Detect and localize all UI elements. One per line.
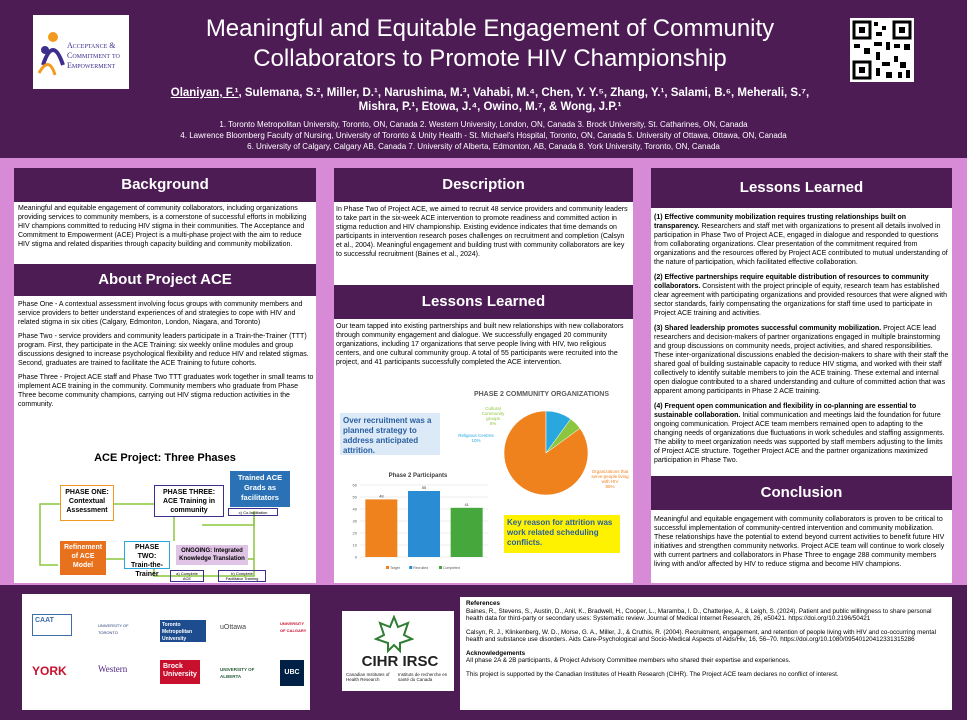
- affiliation-line-2: 4. Lawrence Bloomberg Faculty of Nursing, University of Toronto & Unity Health - St. Michael's Hospital, Toronto, ON, Canada 5. University of Ottawa, Ottawa, ON, Canada: [180, 131, 787, 140]
- author-list: [150, 86, 830, 114]
- conclusion-heading: Conclusion: [651, 476, 952, 510]
- affiliation-line-1: 1. Toronto Metropolitan University, Toronto, ON, Canada 2. Western University, London, ON, Canada 3. Brock University, St. Catharines, ON, Canada: [219, 120, 748, 129]
- references-content: [466, 600, 948, 678]
- funding-statement: This project is supported by the Canadian Institutes of Health Research (CIHR). The Project ACE team declares no conflict of interest.: [466, 670, 839, 678]
- about-phase-three: Phase Three - Project ACE staff and Phase Two TTT graduates work together in small teams to implement ACE training in the community. Community members who graduate from Phase Three become community champions, carrying out HIV stigma reduction activities in the community.: [18, 374, 314, 408]
- lesson-item: [654, 273, 950, 318]
- uottawa-logo: uOttawa: [220, 624, 247, 631]
- lesson-item: [654, 324, 950, 396]
- poster-body: [0, 158, 967, 585]
- ucalgary-logo: UNIVERSITY OF CALGARY: [280, 621, 307, 633]
- complete-facilitator-label: b) Complete Facilitator Training: [218, 570, 266, 582]
- right-column: [651, 168, 952, 583]
- y-tick-label: 30: [352, 518, 357, 524]
- legend-swatch: [439, 566, 442, 569]
- refinement-box: Refinement of ACE Model: [60, 541, 106, 575]
- ongoing-kt-box: ONGOING: Integrated Knowledge Translation: [176, 545, 248, 565]
- bar-recruited: [408, 491, 440, 557]
- affiliation-line-3: 6. University of Calgary, Calgary AB, Canada 7. University of Alberta, Edmonton, AB, Canada 8. York University, Toronto, ON, Canada: [247, 142, 720, 151]
- cofacilitation-label: c) Co-facilitation: [228, 508, 278, 516]
- phase-one-box: PHASE ONE: Contextual Assessment: [60, 485, 114, 521]
- lessons-mid-heading: Lessons Learned: [334, 285, 633, 319]
- bar-value-label: 48: [379, 493, 384, 499]
- ubc-logo: UBC: [280, 660, 304, 686]
- lesson-3-body: Project ACE lead researchers and decision-makers of partner organizations engaged in multiple brainstorming and group discussions on community needs, project activities, and shared responsibilities. These inter-organizational discussions enabled the decision-makers to share with their staff the shared goal of building sustainable capacity to reduce HIV stigma, and worked with their staff collectively to identify suitable members to join the ACE training. These external and internal open dialogue contributed to a shared understanding and culture of committed action that was apparent among participants in Phase 2 ACE training.: [654, 325, 949, 395]
- lesson-4-heading: (4) Frequent open communication and flexibility in co-planning are essential to sustainable collaboration.: [654, 403, 917, 419]
- complete-ace-label: a) Complete ACE: [170, 570, 204, 582]
- acknowledgements-text: All phase 2A & 2B participants, & Project Advisory Committee members who shared their expertise and experiences.: [466, 657, 791, 664]
- about-text: [18, 300, 314, 414]
- pie-label-religious: Religious Centres 10%: [458, 433, 494, 443]
- brock-logo: Brock University: [160, 660, 200, 684]
- western-logo: Western: [98, 664, 128, 674]
- affiliations: [120, 119, 847, 152]
- about-phase-one: Phase One - A contextual assessment involving focus groups with community members and service providers to better understand experiences of and strategies to cope with HIV and related stigma in six cities (Calgary, Edmonton, London, Niagara, and Toronto): [18, 301, 303, 326]
- legend-swatch: [409, 566, 412, 569]
- uoft-logo: UNIVERSITY OF TORONTO: [98, 623, 129, 635]
- y-tick-label: 50: [352, 494, 357, 500]
- y-tick-label: 10: [352, 542, 357, 548]
- lessons-right-heading: Lessons Learned: [651, 168, 952, 208]
- participants-bar-chart: [338, 471, 498, 575]
- phase-two-box: PHASE TWO: Train-the- Trainer: [124, 541, 170, 569]
- y-tick-label: 60: [352, 482, 357, 488]
- partner-logos: [22, 594, 310, 710]
- legend-swatch: [386, 566, 389, 569]
- bar-completed: [451, 508, 483, 557]
- bar-value-label: 55: [421, 485, 427, 490]
- pie-label-hiv-orgs: Organizations that serve people living with HIV 85%: [591, 469, 629, 489]
- lessons-mid-text: Our team tapped into existing partnerships and built new relationships with new collaborators through community engagement and dialogue. We successfully engaged 20 community organizations, including 17 organizations that serve people living with HIV, two religious centers, and one cultural community group. A total of 55 participants were recruited into the project, and 41 participants successfully completed the ACE intervention.: [336, 323, 624, 366]
- qr-code[interactable]: [850, 18, 914, 82]
- middle-column: [334, 168, 633, 583]
- pie-label-cultural: Cultural Community groups 5%: [481, 406, 505, 426]
- legend-label: Recruited: [413, 566, 429, 570]
- acknowledgements-heading: Acknowledgements: [466, 649, 526, 657]
- diagram-title: ACE Project: Three Phases: [94, 452, 236, 464]
- lesson-item: [654, 213, 950, 267]
- y-tick-label: 20: [352, 530, 357, 536]
- lesson-2-body: Consistent with the project principle of equity, research team has established clear agreement with participating organizations and provided resources that were aligned with sector standards, fairly compensating the organizations for staff time used to participate in Project ACE training and activities.: [654, 283, 947, 317]
- y-tick-label: 40: [352, 506, 357, 512]
- about-heading: About Project ACE: [14, 264, 316, 296]
- y-tick-label: 0: [354, 554, 357, 560]
- trained-grads-box: Trained ACE Grads as facilitators: [230, 471, 290, 507]
- authors-line-1: , Sulemana, S.², Miller, D.¹, Narushima, M.³, Vahabi, M.⁴, Chen, Y. Y.⁵, Zhang, Y.¹, Salami, B.⁶, Meherali, S.⁷,: [238, 87, 810, 99]
- lessons-right-list: [654, 213, 950, 471]
- poster-title: [150, 14, 830, 74]
- cihr-english-name: Canadian Institutes of Health Research: [346, 672, 390, 682]
- bar-svg: [338, 471, 498, 575]
- legend-label: Target: [390, 566, 400, 570]
- poster-header: [0, 0, 967, 158]
- qr-code-icon: [850, 18, 914, 82]
- authors-line-2: Mishra, P.¹, Etowa, J.⁴, Owino, M.⁷, & Wong, J.P.¹: [358, 101, 622, 113]
- lesson-1-body: Researchers and staff met with organizations to present all details involved in participation in Phase Two of Project ACE, engaged in dialogue and responded to questions from collaborating organizations. Clear presentation of the commitment required from organizations and the resources offered by Project ACE contributed to mutual understanding of the nature of participation, which facilitated effective collaboration.: [654, 223, 948, 266]
- york-logo: YORK: [32, 664, 67, 678]
- lesson-2-heading: (2) Effective partnerships require equitable distribution of resources to community collaborators.: [654, 274, 929, 290]
- cihr-wordmark: CIHR IRSC: [361, 653, 439, 670]
- logo-wordmark: Acceptance & Commitment to Empowerment: [67, 41, 120, 70]
- lesson-item: [654, 402, 950, 465]
- references-panel: [460, 597, 952, 710]
- first-author: Olaniyan, F.¹: [170, 87, 239, 99]
- ace-logo: [33, 15, 129, 89]
- pie-title: PHASE 2 COMMUNITY ORGANIZATIONS: [473, 391, 610, 398]
- title-line-1: Meaningful and Equitable Engagement of Community: [205, 15, 775, 42]
- lesson-3-heading: (3) Shared leadership promotes successful community mobilization.: [654, 325, 882, 332]
- legend-label: Completed: [443, 566, 460, 570]
- about-phase-two: Phase Two - service providers and community leaders participate in a Train-the-Trainer (TTT) program. First, they participate in the ACE Training: six weekly online modules and group discussions designed to increase psychological flexibility and reduce HIV and related stigmas. Second, graduates are trained to facilitate the ACE Training to future cohorts.: [18, 333, 309, 367]
- lesson-1-heading: (1) Effective community mobilization requires trusting relationships built on transparency.: [654, 214, 907, 230]
- bar-value-label: 41: [464, 501, 469, 507]
- caat-logo: CAAT: [32, 614, 72, 636]
- left-column: [14, 168, 316, 583]
- tmu-logo: Toronto Metropolitan University: [160, 620, 206, 642]
- conclusion-text: Meaningful and equitable engagement with community collaborators is proven to be critical to successful implementation of community-centred intervention and community mobilization. These relationships have the potential to extend beyond current activities to benefit future HIV initiatives and strengthen community networks. Project ACE team will continue to work closely with current partners and collaborators in Phase Three to engage 288 community members living with and/or affected by HIV to reduce stigma and become HIV champions.: [654, 516, 945, 568]
- background-text: Meaningful and equitable engagement of community collaborators, including organizations providing services to community members, is a cornerstone of successful efforts in mobilizing HIV champions committed to reducing HIV stigma in their communities. The Acceptance and Commitment to Empowerment (ACE) Project is a multi-phase project with the aim to reduce HIV stigma and related disparities through capacity building and community mobilization.: [18, 205, 307, 248]
- bar-target: [365, 499, 397, 557]
- over-recruitment-callout: Over recruitment was a planned strategy to address anticipated attrition.: [340, 413, 440, 455]
- bar-title: Phase 2 Participants: [388, 473, 448, 479]
- cihr-logo: [342, 611, 454, 691]
- cihr-french-name: Instituts de recherche en santé du Canada: [398, 672, 448, 682]
- phase-three-box: PHASE THREE: ACE Training in community: [154, 485, 224, 517]
- title-line-2: Collaborators to Promote HIV Championship: [253, 45, 727, 72]
- cihr-leaf-icon: [374, 615, 414, 653]
- reference-2[interactable]: Calsyn, R. J., Klinkenberg, W. D., Morse, G. A., Miller, J., & Cruthis, R. (2004). Recruitment, engagement, and retention of people living with HIV and co-occurring mental health and substance use disorders. Aids Care-Psychological and Socio-Medical Aspects of Aids/Hiv, 16, 56–70. https://doi.org/10.1080/09540120412331315286: [466, 628, 937, 643]
- references-heading: References: [466, 600, 500, 607]
- three-phases-diagram: [14, 449, 316, 583]
- description-text: In Phase Two of Project ACE, we aimed to recruit 48 service providers and community leaders to take part in the six-week ACE intervention to promote readiness and committed action in stigma reduction and HIV championship. Existing evidence indicates that time demands on participants in intervention research poses challenges on recruitment and completion (Calsyn et al., 2004). Meaningful engagement and building trust with community collaborators are key to successful recruitment (Baines et al., 2024).: [336, 206, 628, 258]
- reference-1[interactable]: Baines, R., Stevens, S., Austin, D., Anil, K., Bradwell, H., Cooper, L., Maramba, I. D., Chatterjee, A., & Leigh, S. (2024). Patient and public willingness to share personal health data for third-party or secondary uses: Systematic review. Journal of Medical Internet Research, 26, e50421. https://doi.org/10.2196/50421: [466, 607, 932, 622]
- background-heading: Background: [14, 168, 316, 202]
- ualberta-logo: UNIVERSITY OF ALBERTA: [220, 667, 255, 679]
- lesson-4-body: Initial communication and meetings laid the foundation for future ongoing communication. Project ACE team members remained open to adapting to the changing needs of organizations due fluctuations in work schedules and staffing assignments. The ability to meet organization needs was supported by staff members adjusting to the limits of Project ACE structure. Together Project ACE and the partner organizations maximized participation in Phase Two.: [654, 412, 945, 464]
- description-heading: Description: [334, 168, 633, 202]
- attrition-callout: Key reason for attrition was work related scheduling conflicts.: [504, 515, 620, 553]
